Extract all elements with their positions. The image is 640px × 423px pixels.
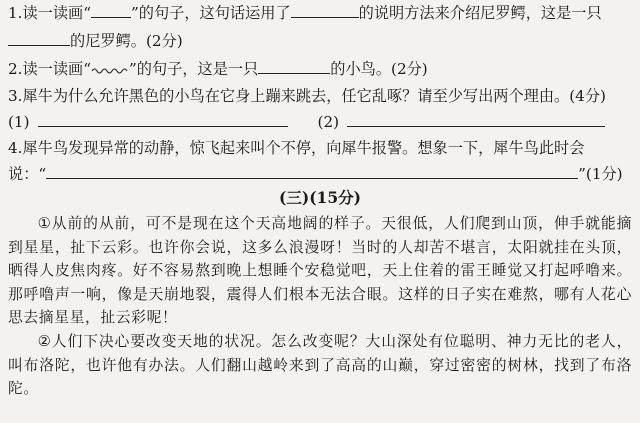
- q2-text-c: 的小鸟。(2分): [330, 60, 428, 78]
- question-4-answer: [8, 163, 623, 185]
- q4-prefix: 说：“: [8, 165, 47, 183]
- question-4: [8, 137, 584, 159]
- question-3-answers: [8, 111, 605, 133]
- q1-text-d: 的尼罗鳄。(2分): [70, 32, 183, 50]
- q1-text-a: 1.读一读画“: [8, 4, 92, 22]
- q1-text-c: 的说明方法来介绍尼罗鳄，这是一只: [358, 4, 602, 22]
- q4-answer-blank[interactable]: [46, 164, 578, 179]
- question-3: [8, 85, 606, 107]
- q4-suffix: ”(1分): [578, 165, 623, 183]
- question-1-line-1: [8, 2, 602, 24]
- q3-answer-1-blank[interactable]: [38, 112, 288, 127]
- wavy-underline-icon: [91, 60, 129, 74]
- q3-label-2: (2): [317, 113, 340, 131]
- passage-paragraph-1: ①从前的从前，可不是现在这个天高地阔的样子。天很低，人们爬到山顶，伸手就能摘到星星，扯下云彩。也许你会说，这多么浪漫呀！当时的人却苦不堪言，太阳就挂在头顶，晒得人皮焦肉疼。好不容易熬到晚上想睡个安稳觉吧，天上住着的雷王睡觉又打起呼噜来。那呼噜声一响，像是天崩地裂，震得人们根本无法合眼。这样的日子实在难熬，哪有人花心思去摘星星，扯云彩呢！: [8, 215, 632, 327]
- q1-method-blank[interactable]: [291, 3, 359, 18]
- passage-paragraph-2: ②人们下决心要改变天地的状况。怎么改变呢？大山深处有位聪明、神力无比的老人，叫布洛陀，也许他有办法。人们翻山越岭来到了高高的山巅，穿过密密的树林，找到了布洛陀。: [8, 332, 632, 398]
- question-1-line-2: [8, 30, 183, 52]
- q4-text: 4.犀牛鸟发现异常的动静，惊飞起来叫个不停，向犀牛报警。想象一下，犀牛鸟此时会: [8, 139, 585, 157]
- reading-passage: [8, 212, 632, 401]
- q1-answer-blank[interactable]: [8, 31, 70, 46]
- question-2: [8, 58, 428, 80]
- q3-answer-2-blank[interactable]: [347, 112, 605, 127]
- q3-label-1: (1): [8, 113, 30, 131]
- q3-text: 3.犀牛为什么允许黑色的小鸟在它身上蹦来跳去，任它乱啄？请至少写出两个理由。(4分): [8, 87, 606, 105]
- q1-quote-blank: [91, 3, 131, 18]
- section-title: (三)(15分): [279, 188, 361, 207]
- q2-text-b: ”的句子，这是一只: [129, 60, 259, 78]
- q1-text-b: ”的句子，这句话运用了: [131, 4, 291, 22]
- q2-answer-blank[interactable]: [258, 59, 330, 74]
- q2-text-a: 2.读一读画“: [8, 60, 92, 78]
